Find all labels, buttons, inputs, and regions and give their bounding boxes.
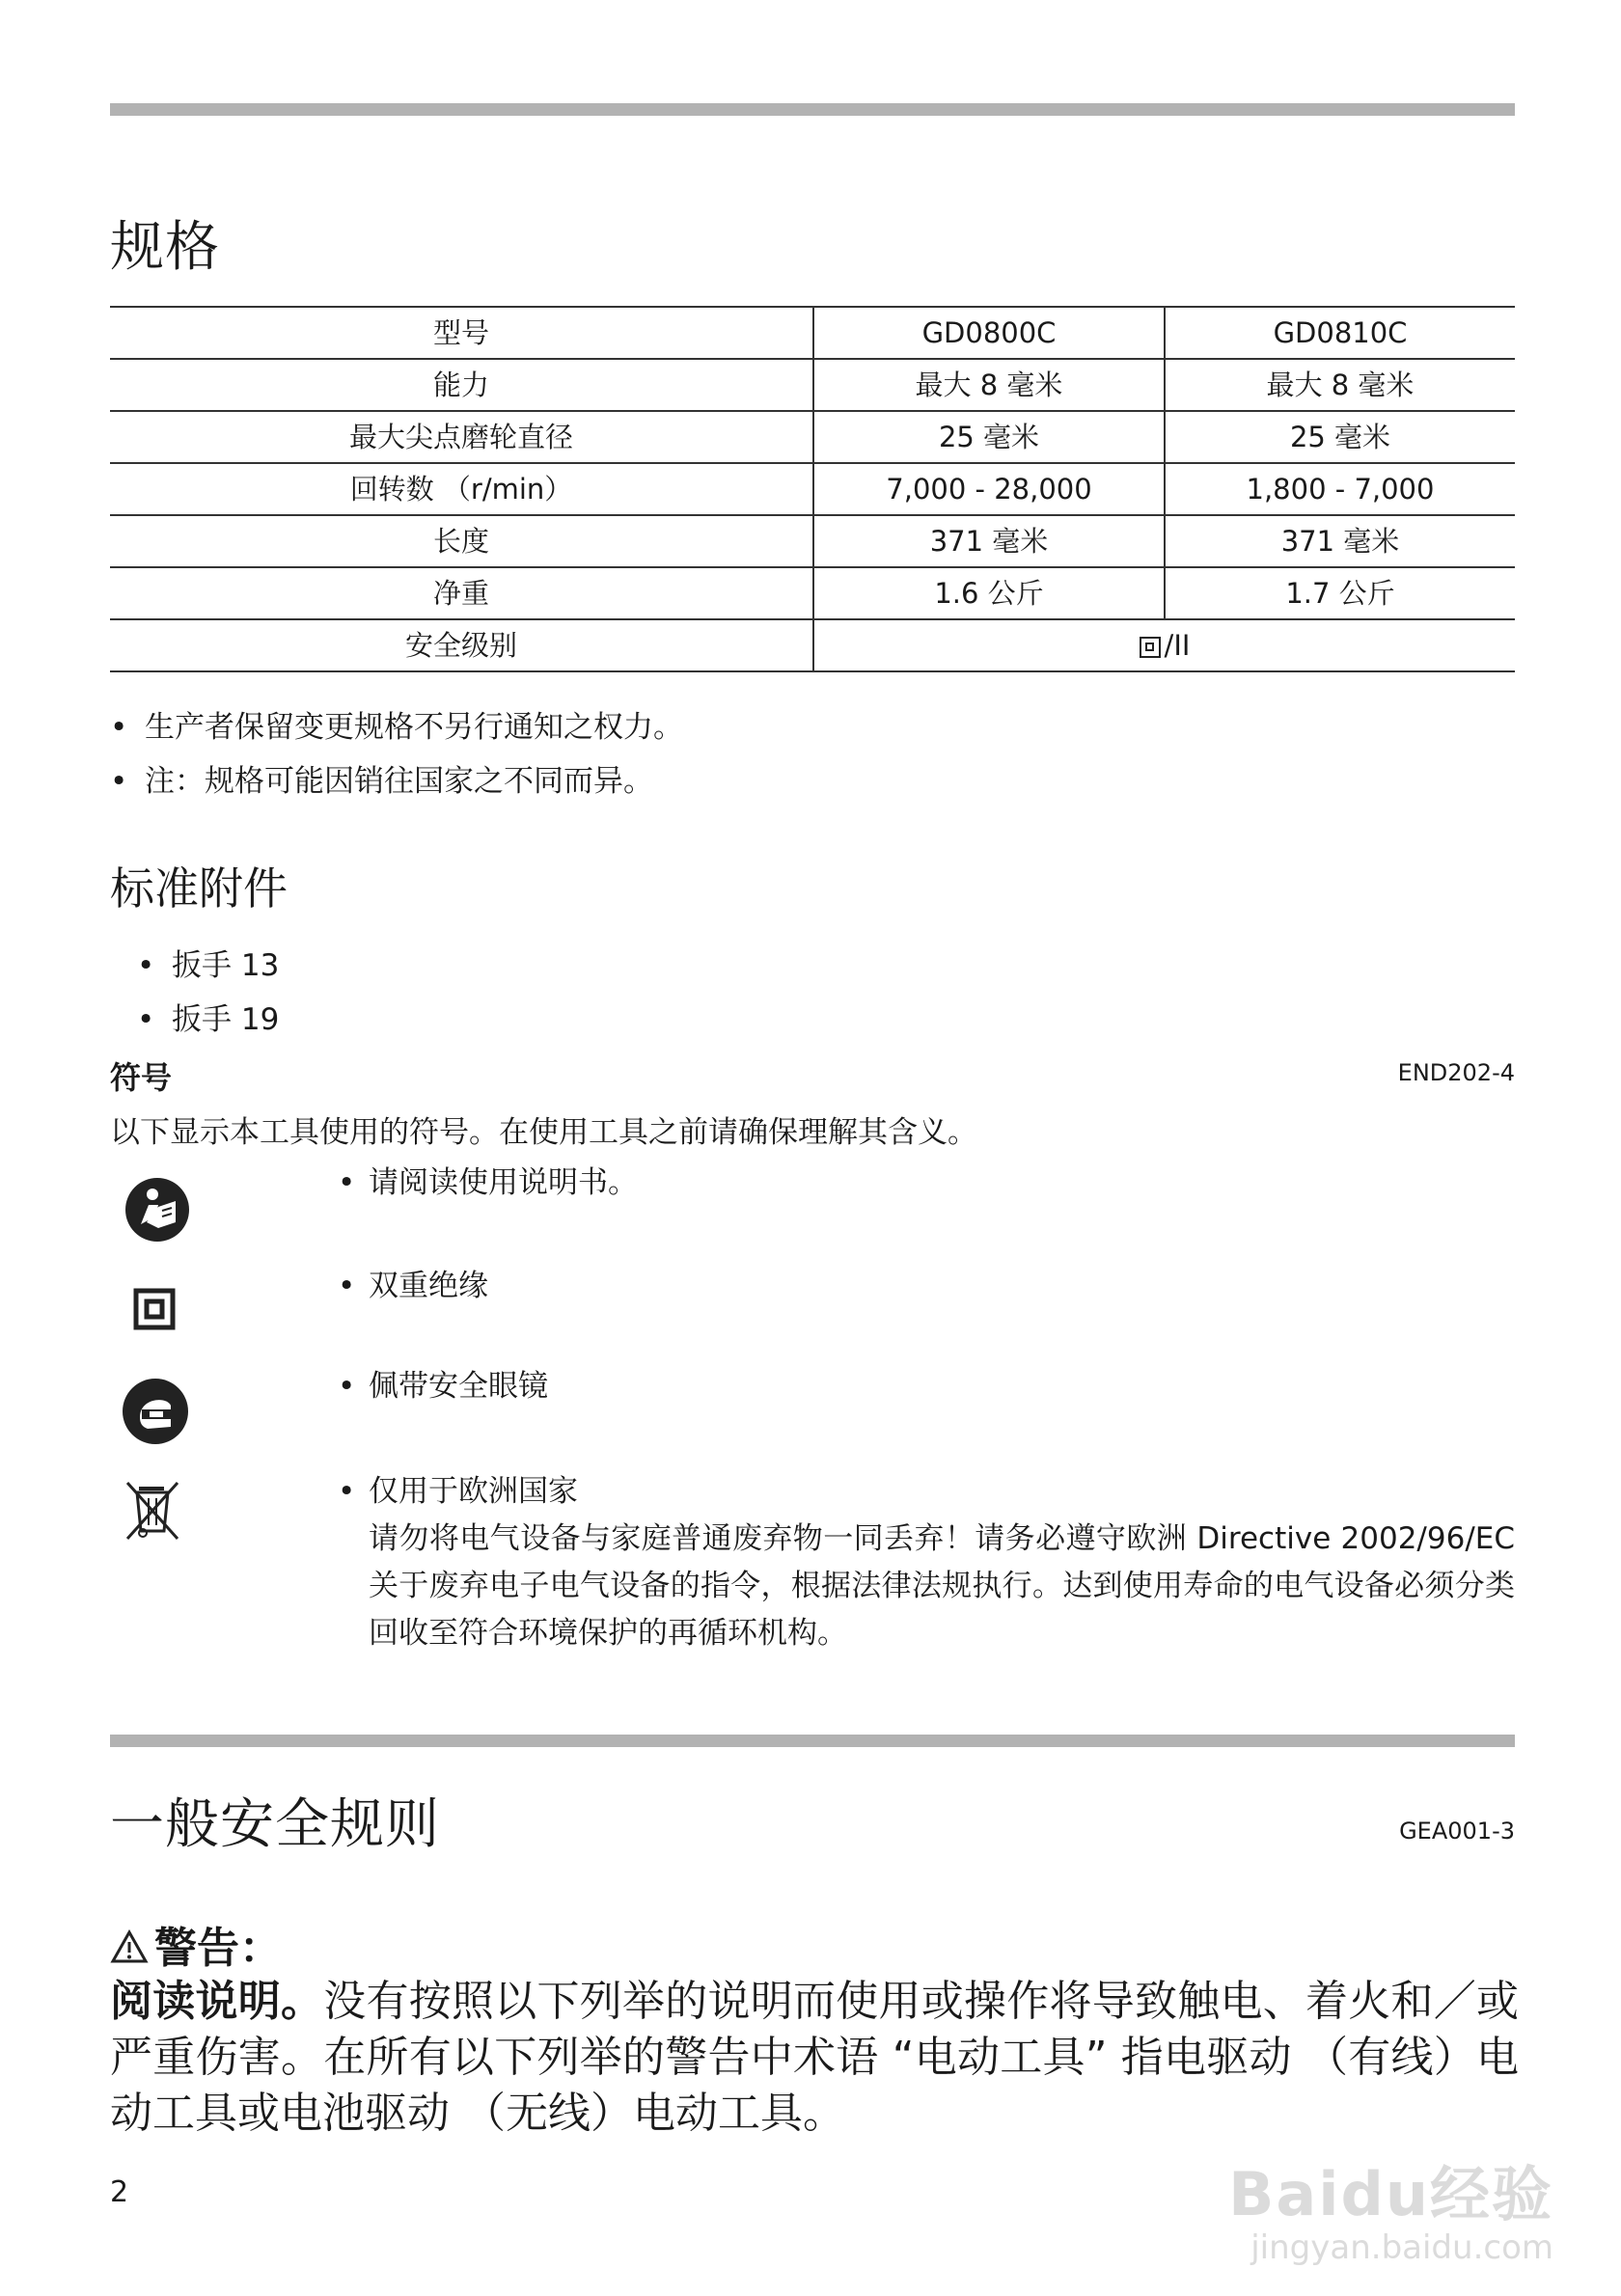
spec-value-gd0800c: 最大 8 毫米: [813, 359, 1165, 411]
spec-value-gd0800c: GD0800C: [813, 307, 1165, 359]
spec-label: 型号: [110, 307, 813, 359]
spec-value-gd0810c: 1,800 - 7,000: [1165, 463, 1515, 515]
safety-goggles-icon: [121, 1377, 190, 1446]
table-row: [110, 515, 1515, 567]
symbols-title: 符号: [110, 1059, 173, 1096]
warning-heading: [110, 1913, 282, 1975]
table-row: [110, 411, 1515, 463]
bullet-icon: •: [338, 1369, 356, 1404]
table-row: [110, 463, 1515, 515]
warning-label: 警告：: [154, 1924, 282, 1973]
spec-label: 能力: [110, 359, 813, 411]
general-safety-code: GEA001-3: [1399, 1818, 1515, 1845]
spec-value-gd0800c: 1.6 公斤: [813, 567, 1165, 619]
table-row: [110, 619, 1515, 671]
watermark-url: jingyan.baidu.com: [1250, 2228, 1553, 2267]
spec-note: • 生产者保留变更规格不另行通知之权力。: [110, 710, 683, 745]
read-manual-icon: [124, 1176, 191, 1244]
bullet-icon: •: [338, 1269, 356, 1303]
spec-label: 最大尖点磨轮直径: [110, 411, 813, 463]
table-row: [110, 359, 1515, 411]
specs-title: 规格: [110, 216, 220, 279]
warning-lead: 阅读说明。: [110, 1977, 324, 2026]
list-item: • 扳手 13: [137, 948, 280, 983]
symbol-desc: • 请阅读使用说明书。: [338, 1160, 1515, 1207]
bullet-icon: •: [338, 1474, 356, 1509]
spec-label: 净重: [110, 567, 813, 619]
symbols-intro: 以下显示本工具使用的符号。在使用工具之前请确保理解其含义。: [110, 1115, 977, 1150]
spec-value-gd0810c: 25 毫米: [1165, 411, 1515, 463]
symbol-desc: • 佩带安全眼镜: [338, 1363, 1515, 1410]
spec-value-gd0810c: GD0810C: [1165, 307, 1515, 359]
warning-text: [110, 1974, 1519, 2142]
symbols-code: END202-4: [1397, 1059, 1515, 1086]
table-row: [110, 307, 1515, 359]
warning-paragraph: 没有按照以下列举的说明而使用或操作将导致触电、着火和／或严重伤害。在所有以下列举的警告中术语 “电动工具” 指电驱动 （有线）电动工具或电池驱动 （无线）电动工具。: [110, 1977, 1519, 2138]
top-divider: [110, 103, 1515, 116]
watermark-brand: Baidu经验: [1228, 2159, 1553, 2229]
double-insulation-icon: [1140, 637, 1161, 658]
symbol-desc: • 仅用于欧洲国家 请勿将电气设备与家庭普通废弃物一同丢弃！请务必遵守欧洲 Directive 2002/96/EC 关于废弃电子电气设备的指令，根据法律法规执行。达到使用寿命的电气设备必须分类回收至符合环境保护的再循环机构。: [338, 1468, 1515, 1657]
list-item: • 扳手 19: [137, 1002, 280, 1037]
weee-detail: 请勿将电气设备与家庭普通废弃物一同丢弃！请务必遵守欧洲 Directive 2002/96/EC 关于废弃电子电气设备的指令，根据法律法规执行。达到使用寿命的电气设备必须分类回收至符合环境保护的再循环机构。: [369, 1521, 1515, 1651]
spec-value-gd0800c: 7,000 - 28,000: [813, 463, 1165, 515]
spec-label: 安全级别: [110, 619, 813, 671]
spec-value-gd0810c: 最大 8 毫米: [1165, 359, 1515, 411]
page-number: 2: [110, 2175, 129, 2209]
baidu-watermark: [1228, 2146, 1553, 2267]
specs-table: [110, 306, 1515, 672]
bullet-icon: •: [338, 1165, 356, 1200]
section-divider: [110, 1735, 1515, 1747]
spec-value-gd0800c: 371 毫米: [813, 515, 1165, 567]
accessories-title: 标准附件: [110, 862, 288, 915]
bullet-icon: •: [137, 1002, 155, 1037]
spec-label: 回转数 （r/min）: [110, 463, 813, 515]
spec-value-gd0810c: 1.7 公斤: [1165, 567, 1515, 619]
weee-bin-icon: [124, 1479, 181, 1543]
spec-label: 长度: [110, 515, 813, 567]
bullet-icon: •: [137, 948, 155, 983]
safety-class-text: /II: [1164, 628, 1191, 662]
spec-value-gd0800c: 25 毫米: [813, 411, 1165, 463]
bullet-icon: •: [110, 710, 128, 745]
general-safety-title: 一般安全规则: [110, 1793, 440, 1856]
warning-triangle-icon: [110, 1929, 149, 1964]
table-row: [110, 567, 1515, 619]
double-insulation-icon: [133, 1288, 176, 1330]
spec-note: • 注：规格可能因销往国家之不同而异。: [110, 764, 653, 799]
bullet-icon: •: [110, 764, 128, 799]
safety-class-value: [813, 619, 1515, 671]
symbol-desc: • 双重绝缘: [338, 1263, 1515, 1310]
spec-value-gd0810c: 371 毫米: [1165, 515, 1515, 567]
